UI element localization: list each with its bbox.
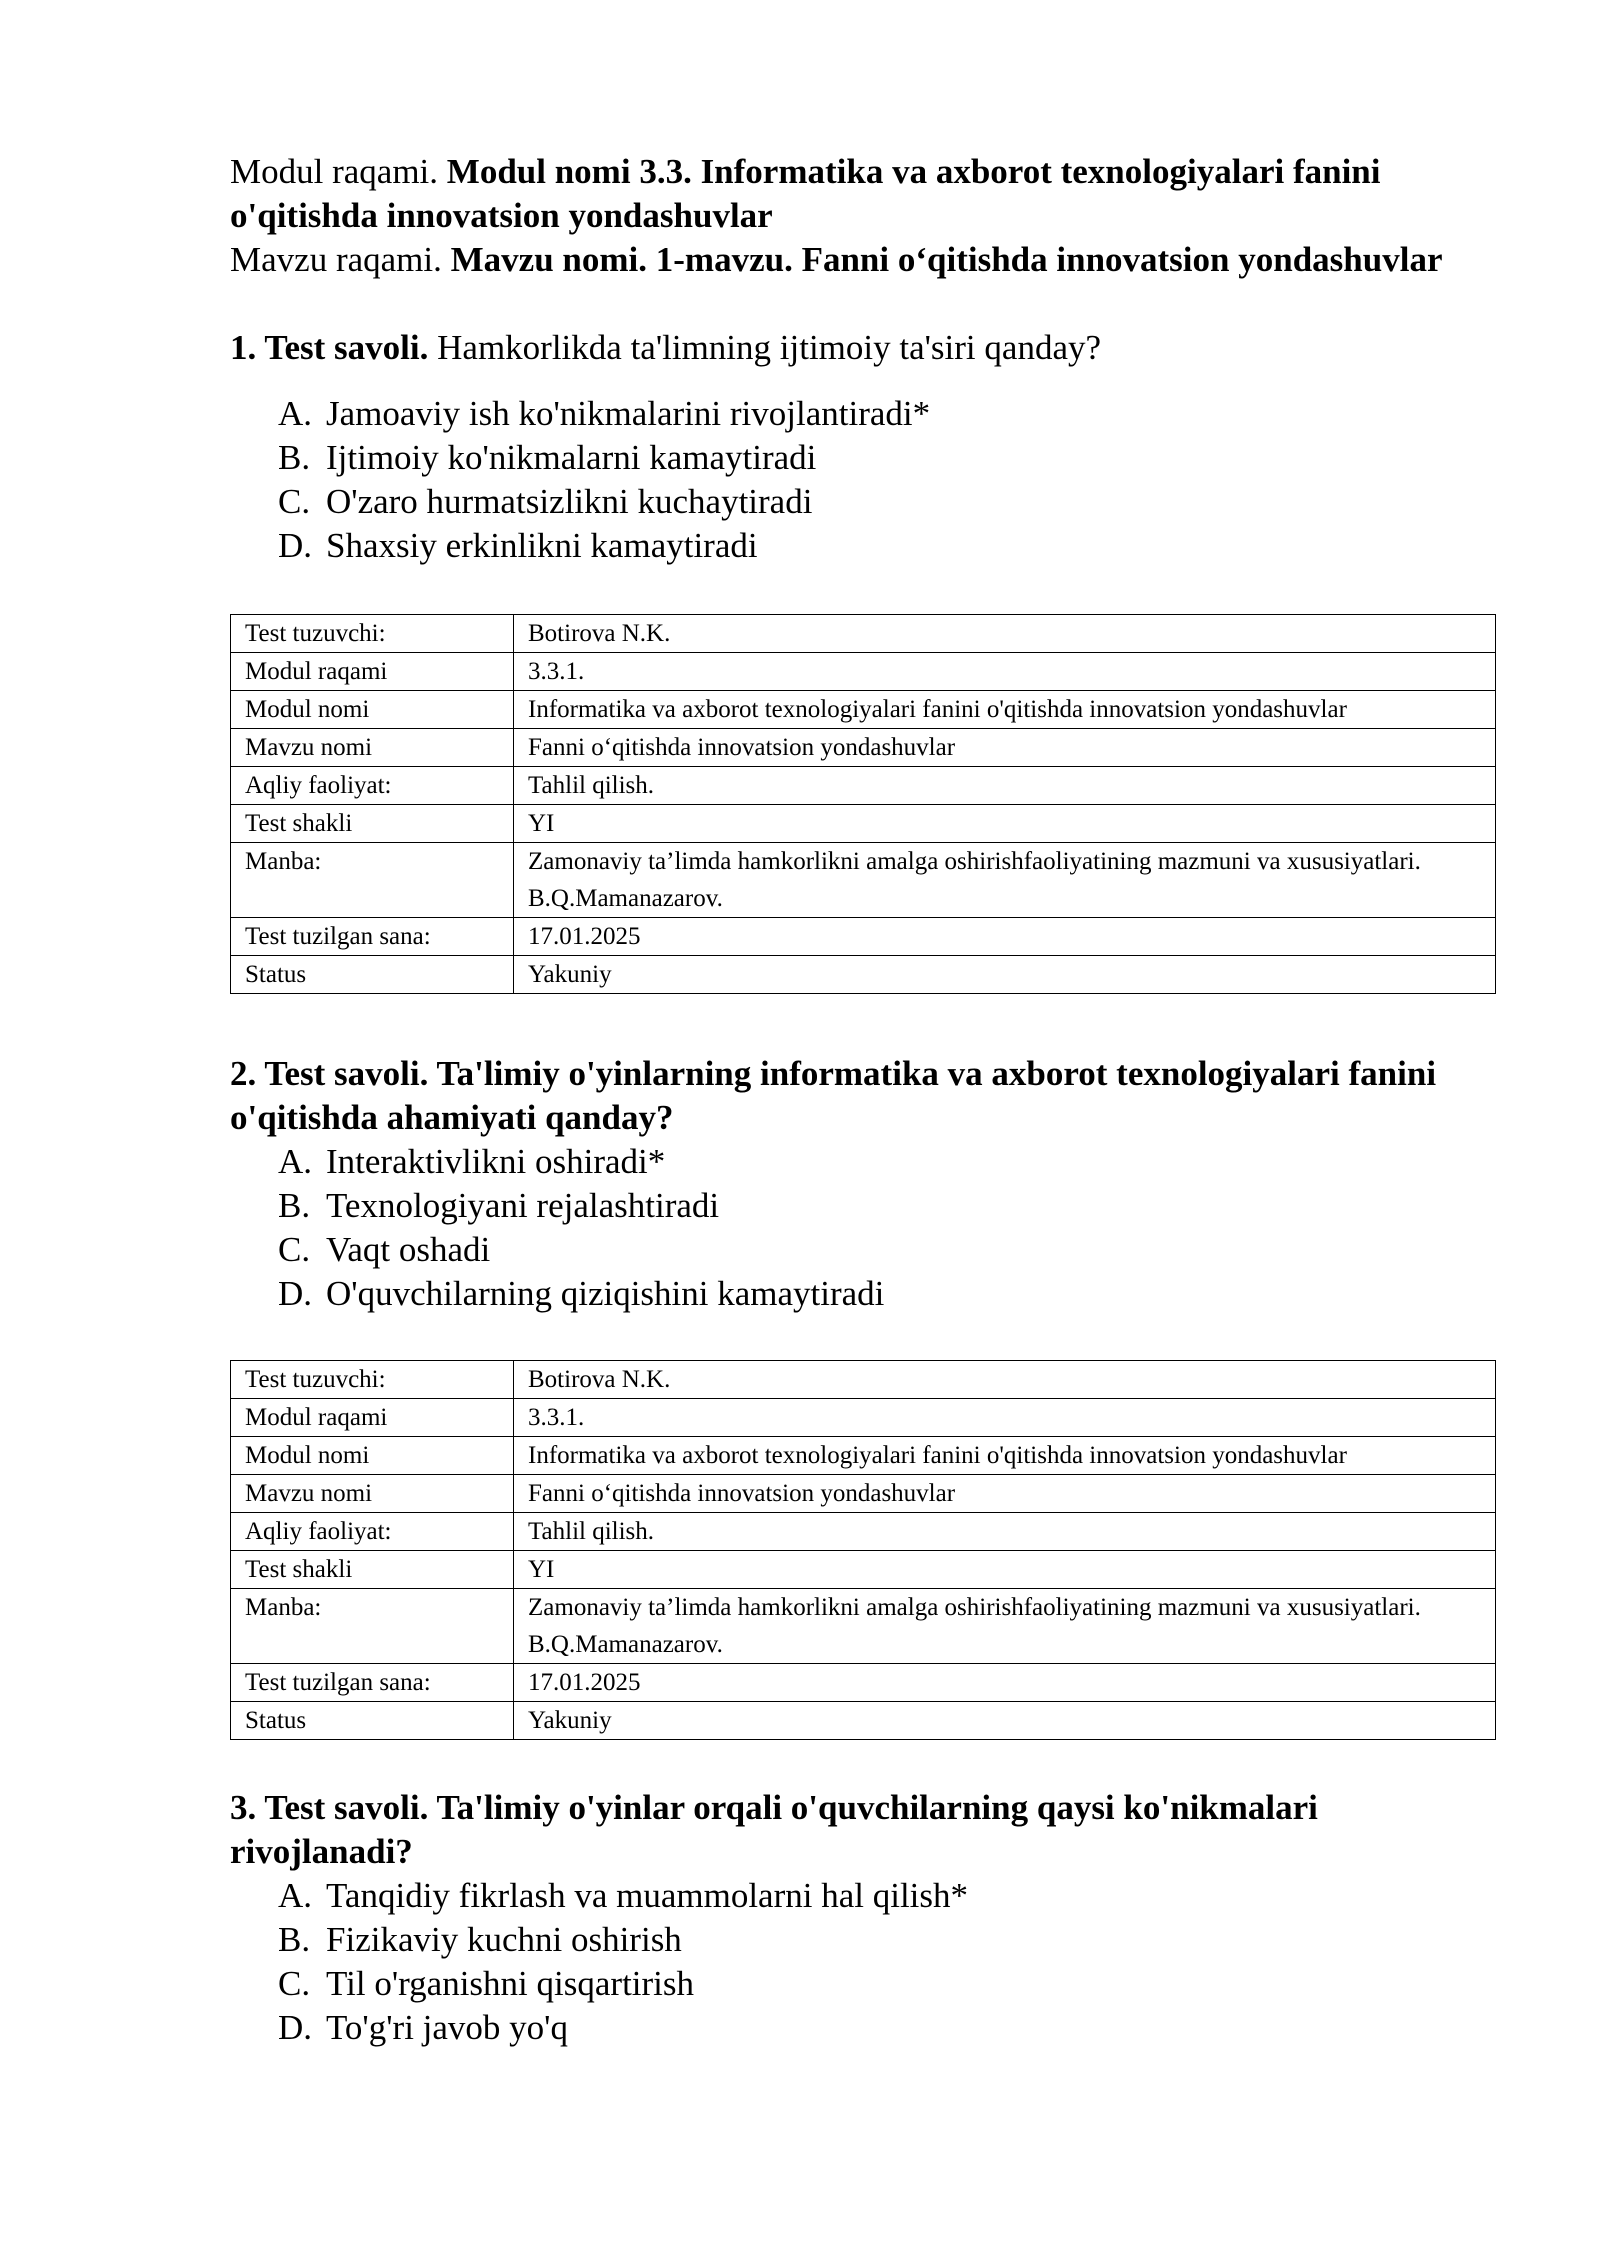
- table-row: [231, 1589, 1496, 1664]
- meta-key: Test shakli: [231, 805, 514, 843]
- table-row: [231, 729, 1496, 767]
- meta-value: Yakuniy: [514, 1702, 1496, 1740]
- meta-key: Test tuzilgan sana:: [231, 1664, 514, 1702]
- option: [278, 392, 1496, 436]
- option-letter: C.: [278, 482, 311, 521]
- question-text: Ta'limiy o'yinlar orqali o'quvchilarning qaysi ko'nikmalari rivojlanadi?: [230, 1788, 1318, 1871]
- meta-key: Modul raqami: [231, 653, 514, 691]
- question-2-options: [230, 1140, 1496, 1316]
- table-row: [231, 691, 1496, 729]
- option: [278, 1184, 1496, 1228]
- mavzu-heading: [230, 238, 1496, 282]
- question-label: 2. Test savoli.: [230, 1054, 429, 1093]
- question-3-options: [230, 1874, 1496, 2050]
- meta-value: Fanni o‘qitishda innovatsion yondashuvlar: [514, 729, 1496, 767]
- meta-key: Status: [231, 956, 514, 994]
- meta-key: Manba:: [231, 1589, 514, 1664]
- meta-key: Modul raqami: [231, 1399, 514, 1437]
- option-text: Interaktivlikni oshiradi*: [326, 1142, 666, 1181]
- option-text: Shaxsiy erkinlikni kamaytiradi: [326, 526, 758, 565]
- meta-value: Tahlil qilish.: [514, 1513, 1496, 1551]
- option-text: Vaqt oshadi: [326, 1230, 491, 1269]
- option-letter: A.: [278, 1142, 313, 1181]
- question-label: 3. Test savoli.: [230, 1788, 429, 1827]
- option-text: To'g'ri javob yo'q: [326, 2008, 568, 2047]
- option-text: Fizikaviy kuchni oshirish: [326, 1920, 682, 1959]
- table-row: [231, 1664, 1496, 1702]
- option: [278, 1962, 1496, 2006]
- meta-key: Status: [231, 1702, 514, 1740]
- meta-value: Informatika va axborot texnologiyalari fanini o'qitishda innovatsion yondashuvlar: [514, 691, 1496, 729]
- mavzu-title: Mavzu nomi. 1-mavzu. Fanni o‘qitishda innovatsion yondashuvlar: [450, 240, 1443, 279]
- meta-key: Mavzu nomi: [231, 1475, 514, 1513]
- option: [278, 480, 1496, 524]
- modul-heading: [230, 150, 1496, 238]
- meta-key: Test tuzuvchi:: [231, 615, 514, 653]
- option-text: Texnologiyani rejalashtiradi: [326, 1186, 720, 1225]
- table-row: [231, 1437, 1496, 1475]
- option-letter: D.: [278, 2008, 313, 2047]
- option-text: O'quvchilarning qiziqishini kamaytiradi: [326, 1274, 885, 1313]
- meta-value: Botirova N.K.: [514, 615, 1496, 653]
- question-1: [230, 326, 1496, 370]
- option-text: Til o'rganishni qisqartirish: [326, 1964, 695, 2003]
- meta-value: Botirova N.K.: [514, 1361, 1496, 1399]
- table-row: [231, 843, 1496, 918]
- meta-value: YI: [514, 1551, 1496, 1589]
- table-row: [231, 1399, 1496, 1437]
- meta-value: 17.01.2025: [514, 918, 1496, 956]
- question-text: Hamkorlikda ta'limning ijtimoiy ta'siri qanday?: [437, 328, 1102, 367]
- meta-value: Informatika va axborot texnologiyalari fanini o'qitishda innovatsion yondashuvlar: [514, 1437, 1496, 1475]
- option-text: Jamoaviy ish ko'nikmalarini rivojlantiradi*: [326, 394, 931, 433]
- table-row: [231, 956, 1496, 994]
- question-2: [230, 1052, 1496, 1140]
- meta-value: Zamonaviy ta’limda hamkorlikni amalga oshirishfaoliyatining mazmuni va xususiyatlari. B.Q.Mamanazarov.: [514, 843, 1496, 918]
- meta-value: Yakuniy: [514, 956, 1496, 994]
- table-row: [231, 1513, 1496, 1551]
- meta-key: Modul nomi: [231, 691, 514, 729]
- option-letter: B.: [278, 1186, 311, 1225]
- question-1-options: [230, 392, 1496, 568]
- table-row: [231, 1551, 1496, 1589]
- meta-key: Aqliy faoliyat:: [231, 767, 514, 805]
- option: [278, 1272, 1496, 1316]
- option: [278, 436, 1496, 480]
- question-label: 1. Test savoli.: [230, 328, 429, 367]
- meta-value: Fanni o‘qitishda innovatsion yondashuvlar: [514, 1475, 1496, 1513]
- meta-key: Aqliy faoliyat:: [231, 1513, 514, 1551]
- table-row: [231, 1475, 1496, 1513]
- table-row: [231, 615, 1496, 653]
- option-letter: D.: [278, 1274, 313, 1313]
- table-row: [231, 1361, 1496, 1399]
- meta-key: Mavzu nomi: [231, 729, 514, 767]
- meta-value: 17.01.2025: [514, 1664, 1496, 1702]
- document-page: [230, 150, 1496, 2050]
- meta-value: Tahlil qilish.: [514, 767, 1496, 805]
- option: [278, 524, 1496, 568]
- meta-value: Zamonaviy ta’limda hamkorlikni amalga oshirishfaoliyatining mazmuni va xususiyatlari. B.Q.Mamanazarov.: [514, 1589, 1496, 1664]
- question-3: [230, 1786, 1496, 1874]
- option: [278, 1140, 1496, 1184]
- option: [278, 2006, 1496, 2050]
- table-row: [231, 1702, 1496, 1740]
- meta-value: 3.3.1.: [514, 653, 1496, 691]
- option-letter: C.: [278, 1230, 311, 1269]
- option: [278, 1228, 1496, 1272]
- meta-value: 3.3.1.: [514, 1399, 1496, 1437]
- option-letter: C.: [278, 1964, 311, 2003]
- modul-prefix: Modul raqami.: [230, 152, 439, 191]
- table-row: [231, 918, 1496, 956]
- metadata-table-2: [230, 1360, 1496, 1740]
- metadata-table-1: [230, 614, 1496, 994]
- table-row: [231, 805, 1496, 843]
- table-row: [231, 653, 1496, 691]
- option-letter: B.: [278, 1920, 311, 1959]
- meta-key: Test shakli: [231, 1551, 514, 1589]
- option-text: O'zaro hurmatsizlikni kuchaytiradi: [326, 482, 813, 521]
- option-text: Tanqidiy fikrlash va muammolarni hal qilish*: [326, 1876, 969, 1915]
- option-letter: B.: [278, 438, 311, 477]
- mavzu-prefix: Mavzu raqami.: [230, 240, 442, 279]
- meta-key: Manba:: [231, 843, 514, 918]
- meta-key: Modul nomi: [231, 1437, 514, 1475]
- option-letter: A.: [278, 394, 313, 433]
- option-text: Ijtimoiy ko'nikmalarni kamaytiradi: [326, 438, 817, 477]
- option-letter: D.: [278, 526, 313, 565]
- meta-key: Test tuzilgan sana:: [231, 918, 514, 956]
- modul-title: Modul nomi 3.3. Informatika va axborot texnologiyalari fanini o'qitishda innovatsion yondashuvlar: [230, 152, 1381, 235]
- document-header: [230, 150, 1496, 282]
- table-row: [231, 767, 1496, 805]
- option: [278, 1874, 1496, 1918]
- question-text: Ta'limiy o'yinlarning informatika va axborot texnologiyalari fanini o'qitishda ahamiyati qanday?: [230, 1054, 1437, 1137]
- option-letter: A.: [278, 1876, 313, 1915]
- option: [278, 1918, 1496, 1962]
- meta-key: Test tuzuvchi:: [231, 1361, 514, 1399]
- meta-value: YI: [514, 805, 1496, 843]
